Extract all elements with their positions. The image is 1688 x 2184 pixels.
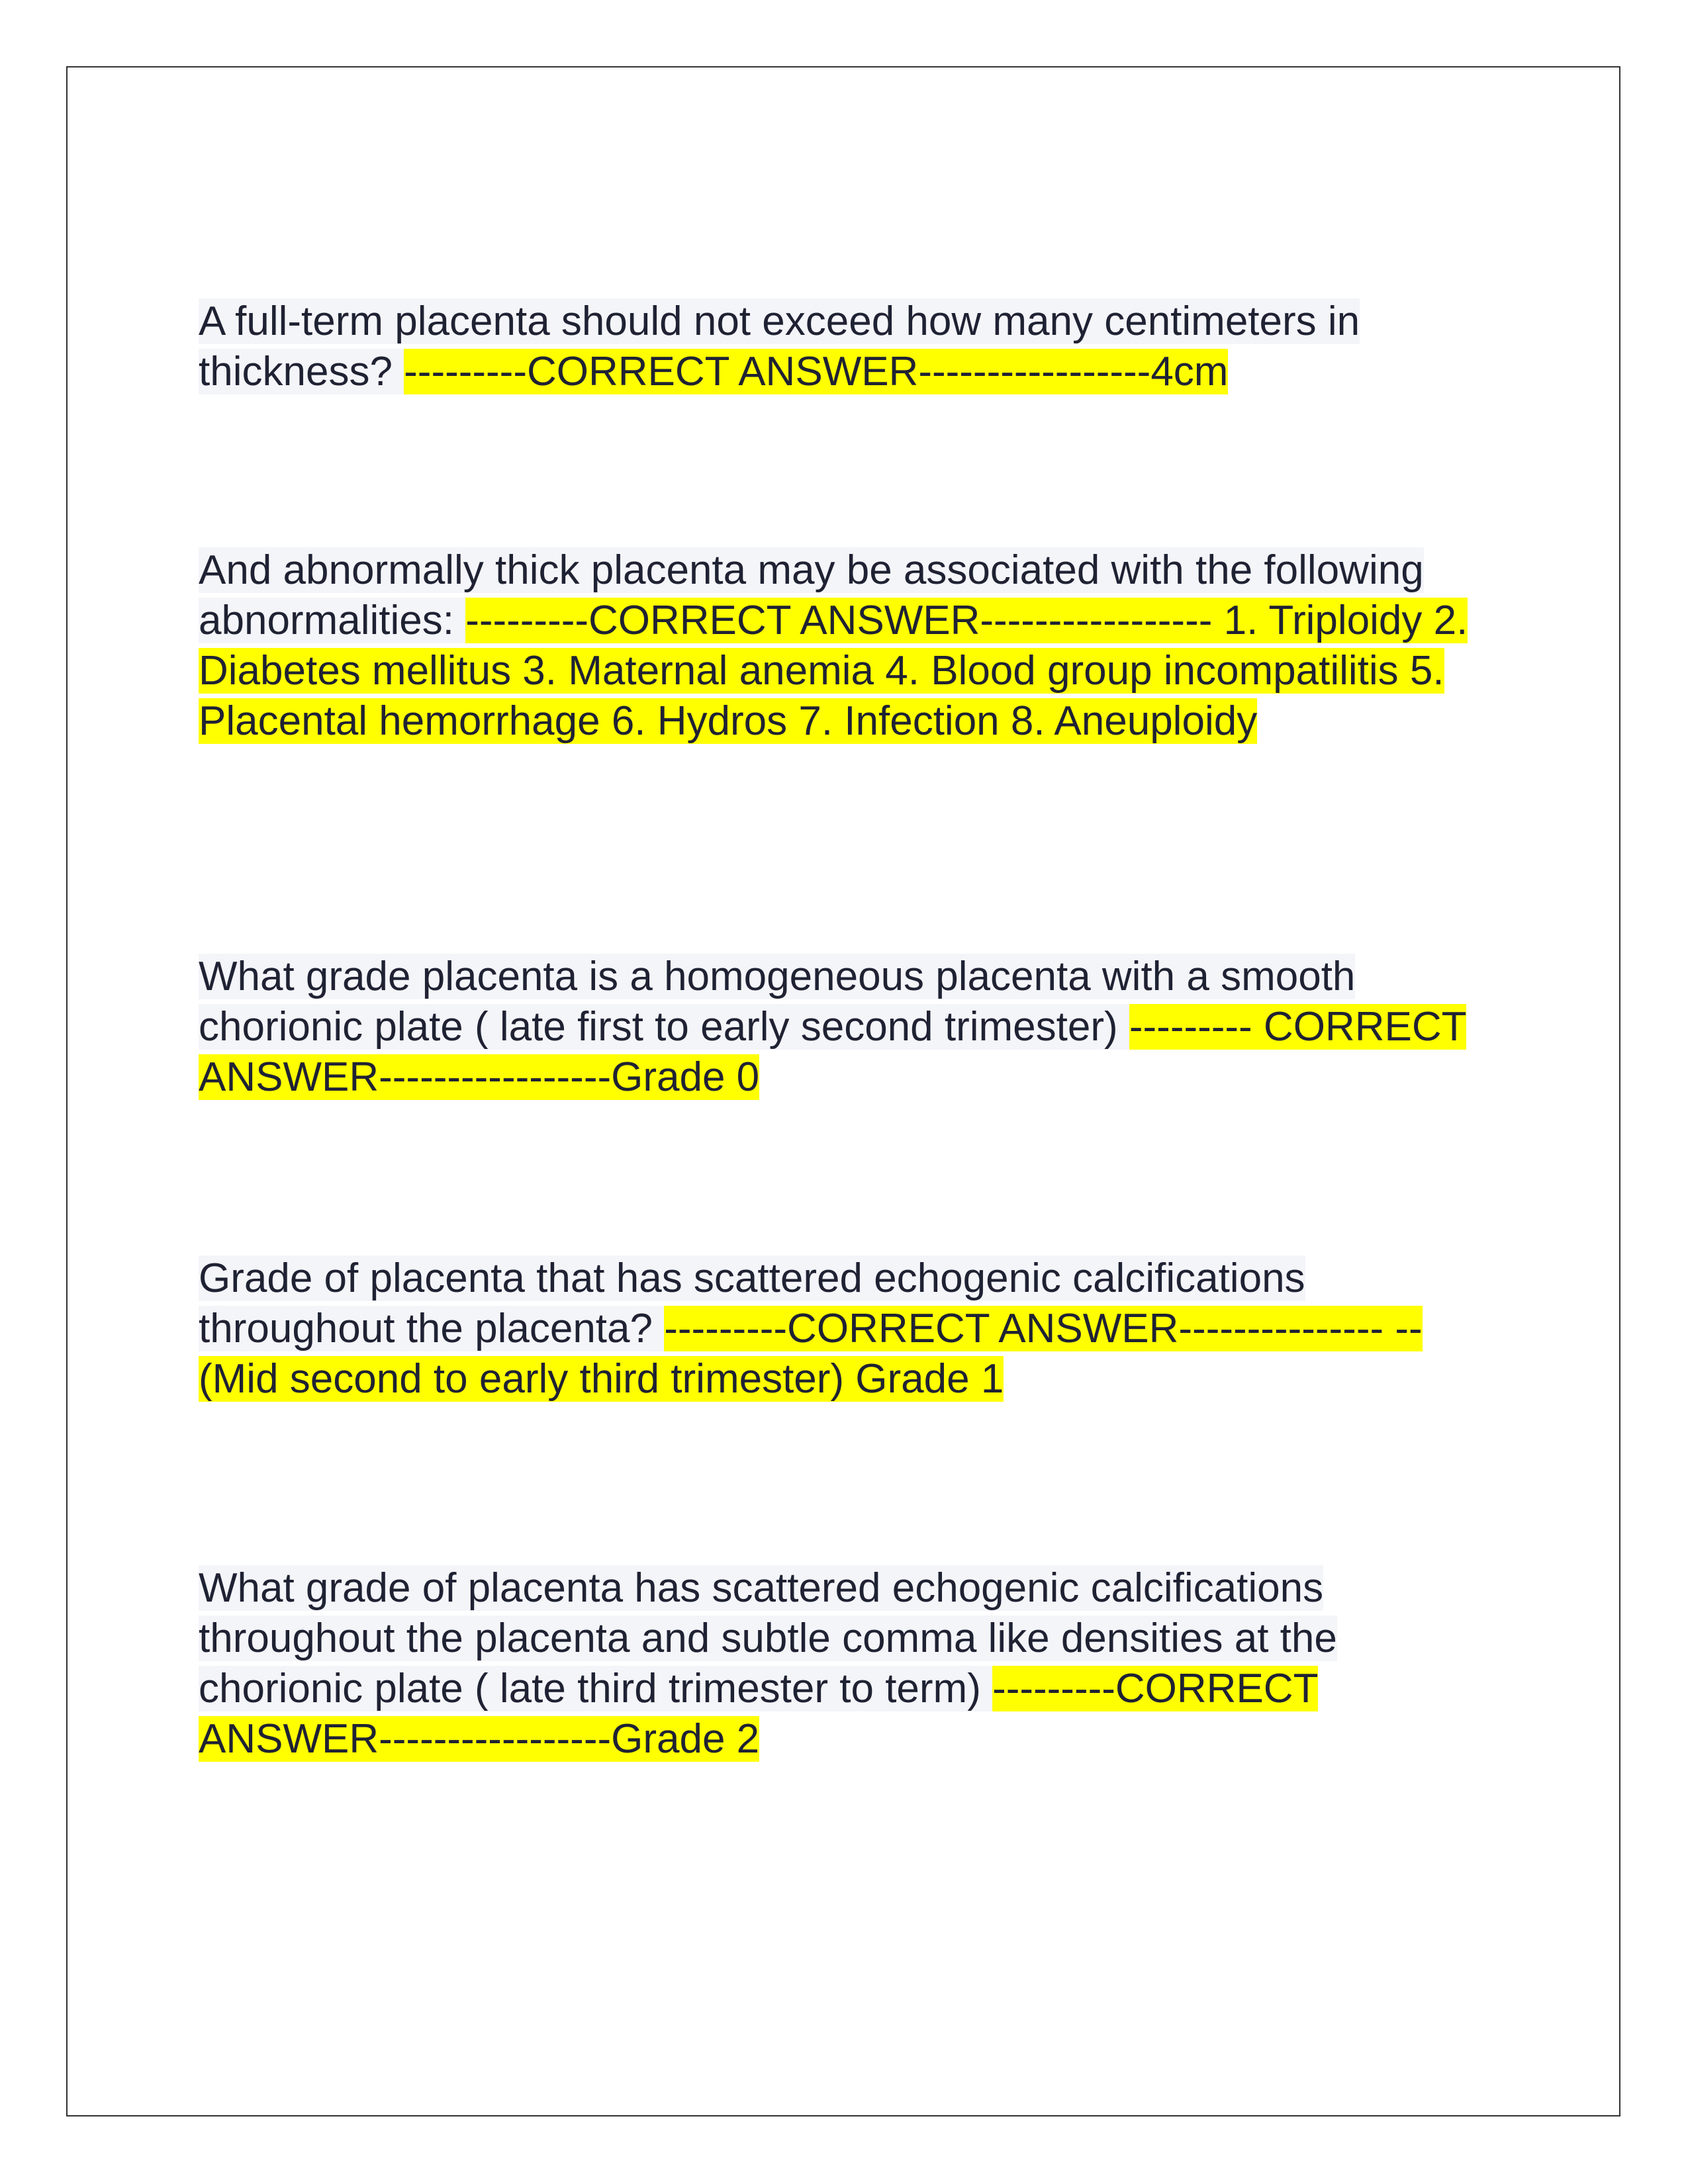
answer-text: ---------CORRECT ANSWER----------------- 1. Triploidy 2. Diabetes mellitus 3. Maternal anemia 4. Blood group incompatilitis 5. Placental hemorrhage 6. Hydros 7. Infection 8. Aneuploidy — [199, 598, 1468, 744]
question-text: What grade placenta is a homogeneous placenta with a smooth chorionic plate ( late first to early second trimester) — [199, 954, 1356, 1050]
answer-text: ---------CORRECT ANSWER-----------------Grade 2 — [199, 1666, 1319, 1762]
qa-item-4 — [199, 1253, 1496, 1404]
answer-text: ---------CORRECT ANSWER-----------------4cm — [404, 349, 1229, 394]
answer-text: ---------CORRECT ANSWER--------------- --(Mid second to early third trimester) Grade 1 — [199, 1306, 1423, 1402]
question-text: What grade of placenta has scattered echogenic calcifications throughout the placenta and subtle comma like densities at the chorionic plate ( late third trimester to term) — [199, 1565, 1337, 1711]
qa-item-1 — [199, 296, 1496, 397]
qa-item-2 — [199, 545, 1496, 747]
question-text: Grade of placenta that has scattered echogenic calcifications throughout the placenta? — [199, 1255, 1305, 1351]
answer-text: --------- CORRECT ANSWER-----------------Grade 0 — [199, 1004, 1467, 1100]
question-text: A full-term placenta should not exceed how many centimeters in thickness? — [199, 298, 1360, 394]
question-text: And abnormally thick placenta may be associated with the following abnormalities: — [199, 547, 1424, 643]
qa-item-3 — [199, 952, 1496, 1103]
qa-item-5 — [199, 1563, 1496, 1764]
